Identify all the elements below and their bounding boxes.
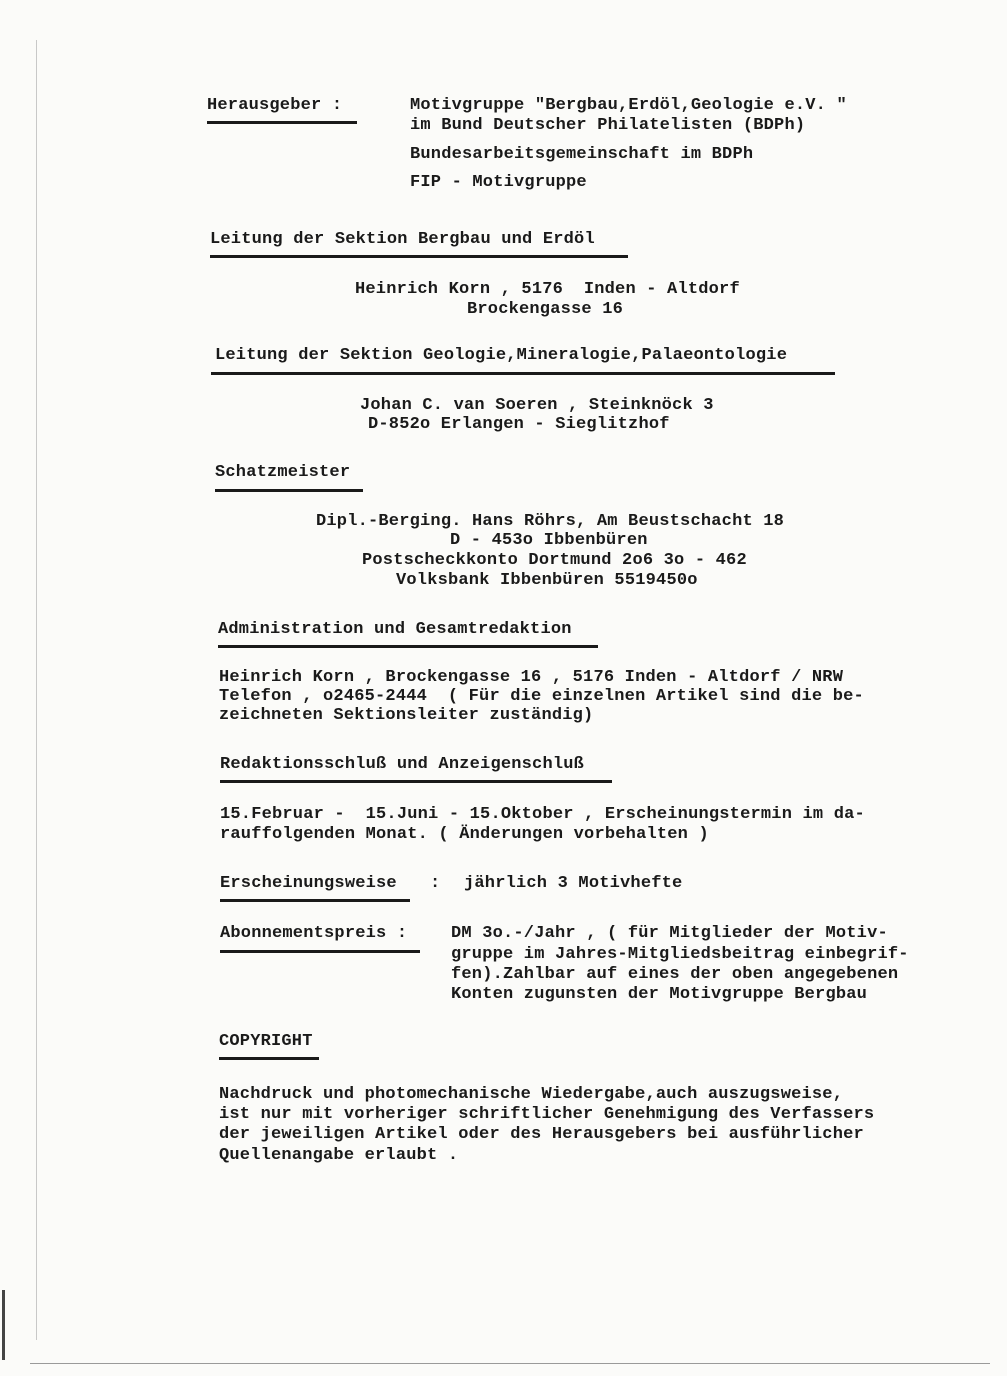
deadline-underline xyxy=(220,780,612,783)
treasurer-line-1: Dipl.-Berging. Hans Röhrs, Am Beustschacht 18 xyxy=(316,512,785,531)
administration-line-2: Telefon , o2465-2444 ( Für die einzelnen Artikel sind die be- xyxy=(219,687,864,706)
subscription-label: Abonnementspreis : xyxy=(220,924,408,943)
frequency-colon: : xyxy=(430,874,441,893)
publisher-line-2: im Bund Deutscher Philatelisten (BDPh) xyxy=(410,116,806,135)
treasurer-heading: Schatzmeister xyxy=(215,463,351,482)
copyright-line-4: Quellenangabe erlaubt . xyxy=(219,1146,459,1165)
geology-section-line-1: Johan C. van Soeren , Steinknöck 3 xyxy=(360,396,714,415)
scan-edge-mark xyxy=(2,1290,5,1360)
copyright-line-3: der jeweiligen Artikel oder des Herausgebers bei ausführlicher xyxy=(219,1125,864,1144)
subscription-line-2: gruppe im Jahres-Mitgliedsbeitrag einbegrif- xyxy=(451,945,909,964)
subscription-line-4: Konten zugunsten der Motivgruppe Bergbau xyxy=(451,985,868,1004)
left-margin-line xyxy=(36,40,37,1340)
publisher-line-4: FIP - Motivgruppe xyxy=(410,173,587,192)
deadline-line-2: rauffolgenden Monat. ( Änderungen vorbehalten ) xyxy=(220,825,709,844)
copyright-line-1: Nachdruck und photomechanische Wiedergabe,auch auszugsweise, xyxy=(219,1085,844,1104)
frequency-value: jährlich 3 Motivhefte xyxy=(464,874,683,893)
administration-line-1: Heinrich Korn , Brockengasse 16 , 5176 Inden - Altdorf / NRW xyxy=(219,668,844,687)
publisher-line-3: Bundesarbeitsgemeinschaft im BDPh xyxy=(410,145,754,164)
copyright-underline xyxy=(219,1057,319,1060)
treasurer-line-3: Postscheckkonto Dortmund 2o6 3o - 462 xyxy=(362,551,747,570)
administration-underline xyxy=(218,645,598,648)
subscription-line-3: fen).Zahlbar auf eines der oben angegebenen xyxy=(451,965,899,984)
subscription-underline xyxy=(220,950,420,953)
treasurer-line-4: Volksbank Ibbenbüren 5519450o xyxy=(396,571,698,590)
administration-line-3: zeichneten Sektionsleiter zuständig) xyxy=(219,706,594,725)
frequency-label: Erscheinungsweise xyxy=(220,874,397,893)
treasurer-underline xyxy=(215,489,363,492)
copyright-heading: COPYRIGHT xyxy=(219,1032,313,1051)
mining-section-heading: Leitung der Sektion Bergbau und Erdöl xyxy=(210,230,595,249)
publisher-label: Herausgeber : xyxy=(207,96,343,115)
subscription-line-1: DM 3o.-/Jahr , ( für Mitglieder der Motiv- xyxy=(451,924,888,943)
bottom-edge-line xyxy=(30,1363,990,1364)
administration-heading: Administration und Gesamtredaktion xyxy=(218,620,572,639)
mining-section-underline xyxy=(210,255,628,258)
treasurer-line-2: D - 453o Ibbenbüren xyxy=(450,531,648,550)
publisher-line-1: Motivgruppe "Bergbau,Erdöl,Geologie e.V. " xyxy=(410,96,847,115)
mining-section-line-2: Brockengasse 16 xyxy=(467,300,624,319)
deadline-heading: Redaktionsschluß und Anzeigenschluß xyxy=(220,755,585,774)
geology-section-heading: Leitung der Sektion Geologie,Mineralogie,Palaeontologie xyxy=(215,346,788,365)
geology-section-line-2: D-852o Erlangen - Sieglitzhof xyxy=(368,415,670,434)
mining-section-line-1: Heinrich Korn , 5176 Inden - Altdorf xyxy=(355,280,740,299)
publisher-underline xyxy=(207,121,357,124)
geology-section-underline xyxy=(211,372,835,375)
deadline-line-1: 15.Februar - 15.Juni - 15.Oktober , Erscheinungstermin im da- xyxy=(220,805,865,824)
frequency-underline xyxy=(220,899,410,902)
copyright-line-2: ist nur mit vorheriger schriftlicher Genehmigung des Verfassers xyxy=(219,1105,875,1124)
